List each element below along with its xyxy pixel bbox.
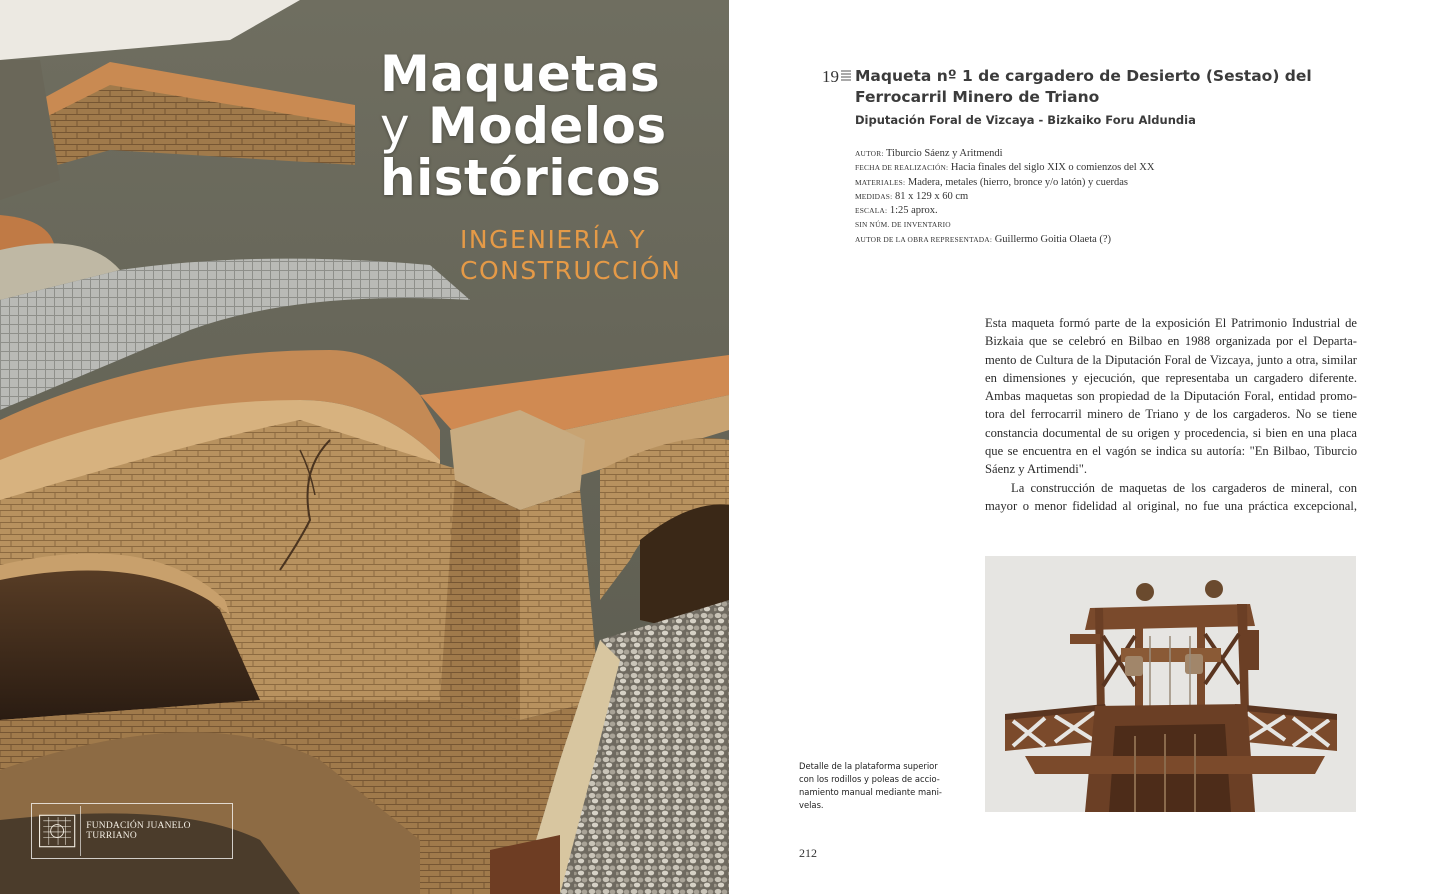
cover-title-line-2 bbox=[380, 97, 667, 155]
body-line: constancia documental de su origen y procedencia, si bien en una placa bbox=[985, 425, 1357, 440]
cover-title-line-3: históricos bbox=[380, 149, 662, 207]
caption-line: namiento manual mediante mani- bbox=[799, 787, 942, 797]
body-line: Bizkaia que se celebró en Bilbao en 1988 organizada por el Departa- bbox=[985, 334, 1357, 349]
entry-number: 19 bbox=[822, 67, 839, 86]
metadata-value: Madera, metales (hierro, bronce y/o latón) y cuerdas bbox=[907, 176, 1128, 188]
entry-number-rule-icon bbox=[841, 70, 851, 82]
metadata-label: FECHA DE REALIZACIÓN: bbox=[855, 163, 949, 173]
metadata-row bbox=[855, 161, 1275, 175]
body-line: Esta maqueta formó parte de la exposición El Patrimonio Industrial de bbox=[985, 316, 1357, 330]
body-line: Sáenz y Artimendi". bbox=[985, 462, 1088, 477]
metadata-row bbox=[855, 176, 1275, 190]
body-line: tora del ferrocarril minero de Triano y de los cargaderos. No se tiene bbox=[985, 407, 1357, 422]
caption-line: con los rodillos y poleas de accio- bbox=[799, 774, 940, 784]
metadata-value: 81 x 129 x 60 cm bbox=[894, 190, 969, 202]
metadata-label: AUTOR: bbox=[855, 149, 884, 158]
entry-metadata bbox=[855, 147, 1275, 247]
cover-subtitle bbox=[460, 224, 681, 286]
metadata-value: Tiburcio Sáenz y Aritmendi bbox=[886, 148, 1003, 159]
metadata-row bbox=[855, 190, 1275, 204]
metadata-row bbox=[855, 218, 1275, 232]
caption-line: Detalle de la plataforma superior bbox=[799, 761, 938, 771]
metadata-row bbox=[855, 147, 1275, 161]
page-number: 212 bbox=[799, 846, 817, 860]
body-line: mayor o menor fidelidad al original, no fue una práctica excepcional, bbox=[985, 498, 1357, 513]
metadata-value: Guillermo Goitia Olaeta (?) bbox=[994, 233, 1112, 245]
catalog-page bbox=[729, 0, 1436, 894]
metadata-value: 1:25 aprox. bbox=[889, 205, 938, 217]
metadata-row bbox=[855, 204, 1275, 218]
body-line: mento de Cultura de la Diputación Foral de Vizcaya, junto a otra, similar bbox=[985, 352, 1357, 367]
entry-title: Maqueta nº 1 de cargadero de Desierto (Sestao) del Ferrocarril Minero de Triano bbox=[855, 67, 1312, 106]
body-line: La construcción de maquetas de los cargaderos de mineral, con bbox=[1011, 480, 1357, 495]
cover-title bbox=[380, 45, 667, 207]
metadata-label: AUTOR DE LA OBRA REPRESENTADA: bbox=[855, 234, 993, 244]
body-text bbox=[985, 314, 1357, 515]
caption-line: velas. bbox=[799, 800, 824, 810]
figure-caption bbox=[799, 760, 959, 812]
metadata-row bbox=[855, 233, 1275, 247]
body-line: que se encuentra en el vagón se indica su autoría: "En Bilbao, Tiburcio bbox=[985, 444, 1357, 459]
cover-subtitle-line-1: INGENIERÍA Y bbox=[460, 225, 647, 254]
foundation-emblem-icon bbox=[34, 806, 81, 856]
publisher-name: FUNDACIÓN JUANELO TURRIANO bbox=[86, 821, 191, 841]
metadata-value: Hacia finales del siglo XIX o comienzos del XX bbox=[950, 162, 1155, 174]
cover-title-y: y bbox=[380, 97, 411, 155]
metadata-label: MATERIALES: bbox=[855, 177, 906, 187]
body-line: en dimensiones y ejecución, que representaba un cargadero diferente. bbox=[985, 370, 1357, 385]
metadata-label: MEDIDAS: bbox=[855, 191, 893, 201]
entry-owner: Diputación Foral de Vizcaya - Bizkaiko Foru Aldundia bbox=[855, 113, 1196, 127]
cover-title-line-1: Maquetas bbox=[380, 45, 661, 103]
metadata-label: ESCALA: bbox=[855, 206, 888, 216]
publisher-logo bbox=[31, 803, 233, 859]
body-line: Ambas maquetas son propiedad de la Diputación Foral, entidad promo- bbox=[985, 389, 1357, 404]
metadata-label: SIN NÚM. DE INVENTARIO bbox=[855, 220, 951, 230]
cover-title-modelos: Modelos bbox=[428, 97, 667, 155]
loader-platform-illustration bbox=[985, 556, 1356, 812]
cover-subtitle-line-2: CONSTRUCCIÓN bbox=[460, 256, 682, 285]
loader-platform-photo bbox=[985, 556, 1356, 812]
